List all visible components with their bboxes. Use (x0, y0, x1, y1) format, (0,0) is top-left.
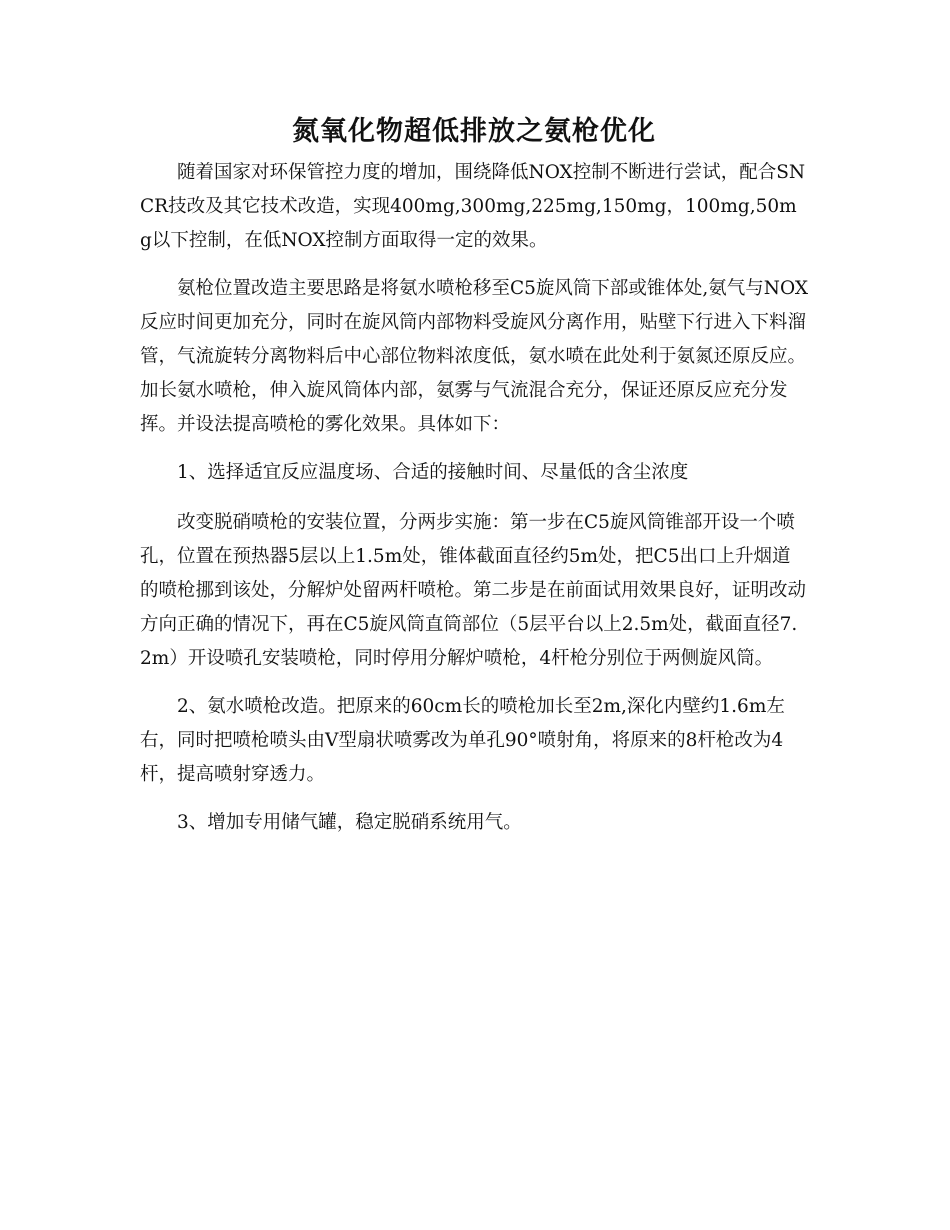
document-title: 氮氧化物超低排放之氨枪优化 (292, 116, 656, 147)
paragraph-item-1: 1、选择适宜反应温度场、合适的接触时间、尽量低的含尘浓度 (177, 462, 689, 483)
paragraph-item-3: 3、增加专用储气罐，稳定脱硝系统用气。 (177, 812, 522, 833)
paragraph-item-2: 2、氨水喷枪改造。把原来的60cm长的喷枪加长至2m,深化内壁约1.6m左右，同时把喷枪喷头由V型扇状喷雾改为单孔90°喷射角，将原来的8杆枪改为4杆，提高喷射穿透力。 (140, 696, 785, 785)
document-body (140, 108, 808, 856)
paragraph-intro: 随着国家对环保管控力度的增加，围绕降低NOX控制不断进行尝试，配合SNCR技改及其它技术改造，实现400mg,300mg,225mg,150mg，100mg,50mg以下控制，在低NOX控制方面取得一定的效果。 (140, 162, 806, 251)
paragraph-installation-steps: 改变脱硝喷枪的安装位置，分两步实施：第一步在C5旋风筒锥部开设一个喷孔，位置在预热器5层以上1.5m处，锥体截面直径约5m处，把C5出口上升烟道的喷枪挪到该处，分解炉处留两杆喷枪。第二步是在前面试用效果良好，证明改动方向正确的情况下，再在C5旋风筒直筒部位（5层平台以上2.5m处，截面直径7.2m）开设喷孔安装喷枪，同时停用分解炉喷枪，4杆枪分别位于两侧旋风筒。 (140, 512, 807, 669)
paragraph-ammonia-gun-idea: 氨枪位置改造主要思路是将氨水喷枪移至C5旋风筒下部或锥体处,氨气与NOX反应时间更加充分，同时在旋风筒内部物料受旋风分离作用，贴壁下行进入下料溜管，气流旋转分离物料后中心部位物料浓度低，氨水喷在此处利于氨氮还原反应。加长氨水喷枪，伸入旋风筒体内部，氨雾与气流混合充分，保证还原反应充分发挥。并设法提高喷枪的雾化效果。具体如下： (140, 278, 809, 435)
